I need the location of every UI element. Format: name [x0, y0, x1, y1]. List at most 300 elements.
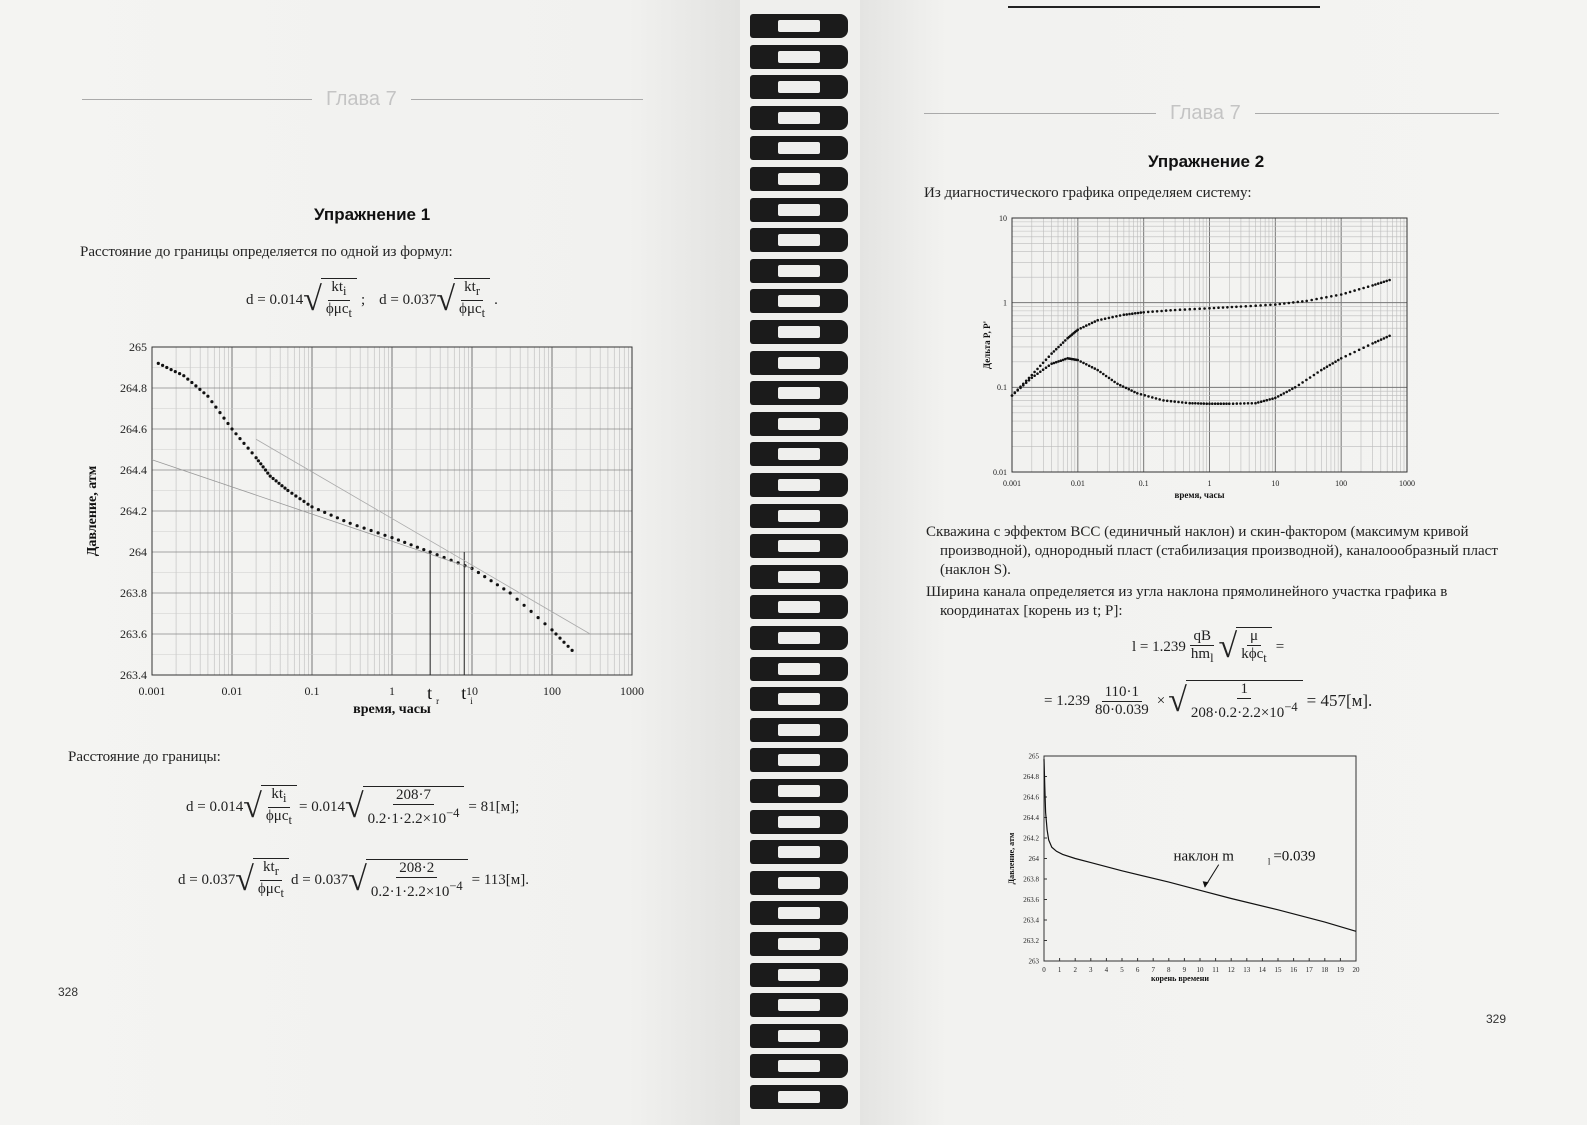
binding-ring — [750, 687, 848, 711]
y-tick-label: 264.6 — [1023, 793, 1039, 802]
binding-ring — [750, 932, 848, 956]
data-point — [1091, 322, 1094, 325]
data-point — [1349, 291, 1352, 294]
data-point — [1105, 375, 1108, 378]
subscript: i — [283, 791, 287, 805]
data-point — [262, 465, 265, 468]
data-point — [218, 411, 221, 414]
y-tick-label: 263.8 — [120, 586, 147, 601]
data-point — [1094, 367, 1097, 370]
y-tick-label: 264.2 — [1023, 834, 1039, 843]
binding-ring — [750, 565, 848, 589]
data-point — [530, 610, 533, 613]
data-point — [1208, 307, 1211, 310]
data-point — [1099, 371, 1102, 374]
data-point — [483, 575, 486, 578]
data-point — [1079, 360, 1082, 363]
data-point — [1042, 368, 1045, 371]
x-tick-label: 4 — [1104, 966, 1109, 974]
y-axis-label: Дельта P, P' — [982, 320, 992, 370]
data-point — [349, 522, 352, 525]
denominator: 0.2·1·2.2×10 — [367, 811, 447, 827]
binding-ring — [750, 228, 848, 252]
data-point — [1189, 308, 1192, 311]
data-point — [1220, 402, 1223, 405]
data-point — [1217, 402, 1220, 405]
data-point — [1128, 388, 1131, 391]
y-tick-label: 263.8 — [1023, 875, 1039, 884]
binding-ring — [750, 963, 848, 987]
numerator: 110·1 — [1102, 684, 1142, 702]
x-axis-label: время, часы — [1174, 490, 1225, 500]
data-point — [1340, 293, 1343, 296]
y-tick-label: 263.4 — [120, 668, 147, 683]
x-tick-label: 8 — [1167, 966, 1171, 974]
chapter-title: Глава 7 — [1170, 102, 1241, 124]
data-point — [1305, 300, 1308, 303]
binding-ring — [750, 442, 848, 466]
x-tick-label: 5 — [1120, 966, 1124, 974]
numerator: 208·2 — [396, 860, 437, 878]
data-point — [1039, 370, 1042, 373]
x-tick-label: 10 — [1196, 966, 1204, 974]
data-point — [1211, 402, 1214, 405]
data-point — [1213, 307, 1216, 310]
data-point — [1283, 392, 1286, 395]
y-tick-label: 264.6 — [120, 422, 147, 437]
numerator: kt — [263, 859, 275, 875]
data-point — [1191, 402, 1194, 405]
x-tick-label: 9 — [1182, 966, 1187, 974]
data-point — [490, 579, 493, 582]
data-point — [1011, 394, 1014, 397]
data-point — [1060, 359, 1063, 362]
top-rule — [1008, 6, 1320, 8]
binding-ring — [750, 45, 848, 69]
channel-width-text: Ширина канала определяется из угла наклона прямолинейного участка графика в координатах [корень из t; P]: — [926, 584, 1448, 619]
data-point — [1108, 317, 1111, 320]
formula-lhs: = 1.239 — [1044, 692, 1090, 709]
data-point — [1231, 306, 1234, 309]
data-point — [1031, 376, 1034, 379]
binding-ring — [750, 901, 848, 925]
x-tick-label: 13 — [1243, 966, 1251, 974]
data-point — [1349, 353, 1352, 356]
data-point — [1239, 402, 1242, 405]
formula-lhs: d = 0.014 — [186, 798, 244, 815]
data-point — [1222, 402, 1225, 405]
data-point — [1053, 362, 1056, 365]
y-axis-label: Давление, атм — [85, 465, 100, 557]
data-point — [1274, 397, 1277, 400]
exponent: −4 — [1284, 700, 1298, 714]
binding-ring — [750, 75, 848, 99]
subscript: r — [475, 284, 481, 298]
data-point — [558, 637, 561, 640]
y-tick-label: 263.6 — [1023, 895, 1039, 904]
binding-ring — [750, 595, 848, 619]
trend-line — [256, 439, 590, 634]
diagnostic-loglog-chart — [980, 210, 1415, 505]
data-point — [165, 366, 168, 369]
data-point — [1249, 305, 1252, 308]
data-point — [1334, 360, 1337, 363]
data-point — [356, 524, 359, 527]
data-point — [1045, 366, 1048, 369]
times-sign: × — [1156, 692, 1166, 709]
data-point — [247, 447, 250, 450]
data-point — [1125, 313, 1128, 316]
y-tick-label: 263.6 — [120, 627, 147, 642]
data-point — [1050, 352, 1053, 355]
data-point — [1085, 324, 1088, 327]
distance-formula — [246, 278, 498, 322]
binding-ring — [750, 748, 848, 772]
subscript: t — [481, 306, 486, 320]
binding-ring — [750, 657, 848, 681]
formula-lhs: l = 1.239 — [1132, 638, 1186, 655]
time-marker-subscript: i — [470, 696, 473, 706]
data-point — [477, 571, 480, 574]
data-point — [161, 364, 164, 367]
data-point — [1055, 361, 1058, 364]
data-point — [1133, 391, 1136, 394]
terminator: = — [1275, 638, 1285, 655]
y-tick-label: 265 — [1028, 752, 1039, 761]
data-point — [1367, 285, 1370, 288]
data-point — [1344, 355, 1347, 358]
data-point — [336, 516, 339, 519]
x-tick-label: 6 — [1135, 966, 1140, 974]
data-point — [370, 529, 373, 532]
data-point — [397, 538, 400, 541]
binding-ring — [750, 289, 848, 313]
data-point — [330, 514, 333, 517]
x-tick-label: 1000 — [1399, 479, 1415, 488]
data-point — [1285, 391, 1288, 394]
binding-ring — [750, 259, 848, 283]
data-point — [1251, 402, 1254, 405]
data-point — [1320, 297, 1323, 300]
binding-ring — [750, 779, 848, 803]
formula-result: = 113[м]. — [471, 871, 530, 888]
data-point — [1151, 310, 1154, 313]
x-axis-label: время, часы — [353, 702, 431, 717]
data-point — [1057, 346, 1060, 349]
data-point — [190, 381, 193, 384]
subscript: r — [274, 864, 279, 878]
intro-text: Из диагностического графика определяем систему: — [924, 185, 1252, 201]
data-point — [550, 628, 553, 631]
binding-ring — [750, 993, 848, 1017]
binding-ring — [750, 810, 848, 834]
system-description: Скважина с эффектом ВСС (единичный наклон) и скин-фактором (максимум кривой производной), однородный пласт (стабилизация производной), каналоообразный пласт (наклон S). — [926, 524, 1498, 578]
chapter-title: Глава 7 — [326, 88, 397, 110]
slope-annotation-subscript: l — [1267, 856, 1271, 867]
data-point — [1329, 364, 1332, 367]
data-point — [562, 641, 565, 644]
data-point — [298, 497, 301, 500]
y-tick-label: 264 — [1028, 854, 1039, 863]
data-point — [174, 370, 177, 373]
y-tick-label: 263 — [1028, 957, 1039, 966]
data-point — [1277, 395, 1280, 398]
data-point — [277, 482, 280, 485]
subscript: t — [1263, 651, 1267, 665]
data-point — [255, 456, 258, 459]
denominator: ϕμc — [257, 881, 281, 897]
data-point — [1028, 379, 1031, 382]
data-point — [1235, 306, 1238, 309]
x-tick-label: 0.001 — [1003, 479, 1021, 488]
data-point — [302, 500, 305, 503]
numerator: kt — [331, 279, 344, 295]
x-tick-label: 2 — [1073, 966, 1077, 974]
data-point — [1147, 395, 1150, 398]
data-point — [1254, 304, 1257, 307]
y-tick-label: 264.8 — [120, 381, 147, 396]
data-point — [1254, 402, 1257, 405]
data-point — [1100, 318, 1103, 321]
y-tick-label: 263.2 — [1023, 936, 1039, 945]
data-point — [571, 649, 574, 652]
denominator: hm — [1190, 645, 1211, 662]
data-point — [1057, 360, 1060, 363]
data-point — [1033, 371, 1036, 374]
data-point — [226, 422, 229, 425]
data-point — [1297, 301, 1300, 304]
y-tick-label: 264.2 — [120, 504, 147, 519]
data-point — [222, 417, 225, 420]
data-point — [1016, 389, 1019, 392]
channel-width-formula — [1132, 627, 1284, 667]
data-point — [1014, 392, 1017, 395]
data-point — [1200, 402, 1203, 405]
data-point — [275, 479, 278, 482]
data-point — [1060, 344, 1063, 347]
x-tick-label: 19 — [1336, 966, 1344, 974]
y-tick-label: 264.4 — [120, 463, 147, 478]
data-point — [1184, 308, 1187, 311]
data-point — [1294, 386, 1297, 389]
denominator: ϕμc — [265, 808, 289, 824]
data-point — [1377, 282, 1380, 285]
x-tick-label: 12 — [1227, 966, 1235, 974]
data-point — [1325, 296, 1328, 299]
data-point — [286, 489, 289, 492]
data-point — [1264, 304, 1267, 307]
data-point — [1039, 365, 1042, 368]
data-point — [234, 432, 237, 435]
terminator: . — [494, 291, 498, 308]
data-point — [1158, 398, 1161, 401]
data-point — [1160, 310, 1163, 313]
data-point — [543, 622, 546, 625]
y-axis-label: Давление, атм — [1007, 832, 1016, 885]
subscript: t — [288, 813, 292, 827]
y-tick-label: 264.8 — [1023, 772, 1039, 781]
x-tick-label: 100 — [543, 684, 561, 698]
data-point — [1140, 393, 1143, 396]
data-point — [1140, 311, 1143, 314]
data-point — [1353, 351, 1356, 354]
data-point — [1104, 317, 1107, 320]
data-point — [1260, 400, 1263, 403]
data-point — [1305, 379, 1308, 382]
formula-result: = 81[м]; — [468, 798, 520, 815]
data-point — [251, 451, 254, 454]
x-tick-label: 14 — [1258, 966, 1266, 974]
data-point — [198, 388, 201, 391]
data-point — [1340, 357, 1343, 360]
x-tick-label: 100 — [1335, 479, 1348, 488]
data-point — [1088, 365, 1091, 368]
x-tick-label: 15 — [1274, 966, 1282, 974]
data-point — [269, 475, 272, 478]
data-point — [1022, 384, 1025, 387]
data-point — [1353, 289, 1356, 292]
numerator: μ — [1247, 628, 1261, 646]
data-point — [280, 484, 283, 487]
data-point — [502, 587, 505, 590]
channel-width-calc — [1044, 680, 1372, 722]
x-tick-label: 1000 — [620, 684, 644, 698]
data-point — [1358, 288, 1361, 291]
x-tick-label: 0.01 — [221, 684, 243, 698]
data-point — [1315, 298, 1318, 301]
data-point — [1337, 359, 1340, 362]
binding-ring — [750, 320, 848, 344]
data-point — [410, 543, 413, 546]
data-point — [1383, 337, 1386, 340]
data-point — [1174, 309, 1177, 312]
data-point — [1335, 294, 1338, 297]
data-point — [1279, 303, 1282, 306]
data-point — [1344, 292, 1347, 295]
x-tick-label: 10 — [1271, 479, 1280, 488]
formula-lhs: d = 0.037 — [379, 291, 437, 308]
data-point — [1036, 372, 1039, 375]
denominator: 0.2·1·2.2×10 — [370, 884, 450, 900]
denominator: 208·0.2·2.2×10 — [1190, 705, 1285, 721]
data-point — [422, 548, 425, 551]
data-point — [1367, 344, 1370, 347]
x-tick-label: 1 — [389, 684, 395, 698]
data-point — [1177, 401, 1180, 404]
y-tick-label: 264.4 — [1023, 813, 1039, 822]
data-point — [1031, 374, 1034, 377]
data-point — [206, 395, 209, 398]
data-point — [1077, 359, 1080, 362]
data-point — [1048, 355, 1051, 358]
data-point — [1111, 379, 1114, 382]
data-point — [1292, 301, 1295, 304]
data-point — [1232, 402, 1235, 405]
data-point — [202, 391, 205, 394]
data-point — [1283, 302, 1286, 305]
data-point — [259, 462, 262, 465]
numerator: kt — [271, 786, 284, 802]
data-point — [1266, 399, 1269, 402]
data-point — [1102, 373, 1105, 376]
data-point — [1247, 402, 1250, 405]
data-point — [1228, 402, 1231, 405]
data-point — [1214, 402, 1217, 405]
data-point — [1155, 397, 1158, 400]
y-tick-label: 10 — [999, 213, 1007, 223]
data-point — [1062, 341, 1065, 344]
data-point — [1301, 300, 1304, 303]
data-point — [1269, 304, 1272, 307]
data-point — [537, 616, 540, 619]
binding-ring — [750, 1085, 848, 1109]
fraction — [1092, 684, 1152, 719]
data-point — [290, 492, 293, 495]
data-point — [257, 459, 260, 462]
binding-ring — [750, 412, 848, 436]
x-tick-label: 0.001 — [138, 684, 166, 698]
binding-ring — [750, 840, 848, 864]
data-point — [1388, 335, 1391, 338]
binding-ring — [750, 871, 848, 895]
data-point — [1113, 381, 1116, 384]
data-point — [1388, 279, 1391, 282]
data-point — [1217, 306, 1220, 309]
data-point — [509, 591, 512, 594]
y-tick-label: 1 — [1003, 298, 1007, 308]
data-point — [416, 546, 419, 549]
data-point — [342, 519, 345, 522]
data-point — [214, 406, 217, 409]
subscript: i — [343, 284, 347, 298]
data-point — [283, 487, 286, 490]
data-point — [1301, 381, 1304, 384]
data-point — [194, 384, 197, 387]
data-point — [1243, 402, 1246, 405]
data-point — [1374, 283, 1377, 286]
data-point — [1115, 315, 1118, 318]
data-point — [1085, 363, 1088, 366]
formula-mid: d = 0.037 — [290, 871, 349, 888]
y-tick-label: 264 — [129, 545, 147, 560]
data-point — [1309, 376, 1312, 379]
data-point — [1125, 387, 1128, 390]
subscript: t — [348, 306, 352, 320]
exercise-heading: Упражнение 1 — [314, 205, 431, 224]
calc-formula-1 — [186, 785, 519, 829]
data-point — [1316, 371, 1319, 374]
binding-ring — [750, 136, 848, 160]
binding-ring — [750, 718, 848, 742]
data-point — [1170, 400, 1173, 403]
data-point — [1208, 402, 1211, 405]
data-point — [1225, 402, 1228, 405]
data-point — [1298, 384, 1301, 387]
exponent: −4 — [446, 806, 460, 820]
data-point — [1091, 366, 1094, 369]
data-point — [1380, 338, 1383, 341]
x-tick-label: 3 — [1089, 966, 1093, 974]
data-point — [1123, 313, 1126, 316]
data-point — [1236, 402, 1239, 405]
data-point — [1096, 369, 1099, 372]
data-point — [1053, 350, 1056, 353]
data-point — [1313, 374, 1316, 377]
x-tick-label: 7 — [1151, 966, 1155, 974]
data-point — [1330, 295, 1333, 298]
data-point — [1288, 302, 1291, 305]
data-point — [1271, 397, 1274, 400]
